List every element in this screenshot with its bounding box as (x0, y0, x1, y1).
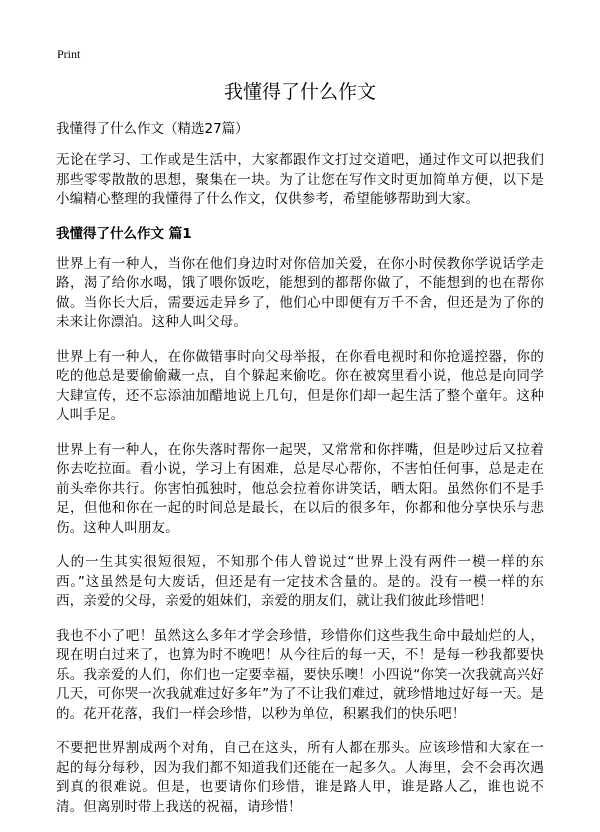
intro-paragraph: 无论在学习、工作或是生活中，大家都跟作文打过交道吧，通过作文可以把我们那些零零散散的思想，聚集在一块。为了让您在写作文时更加简单方便，以下是小编精心整理的我懂得了什么作文，仅供参考，希望能够帮助到大家。 (56, 152, 544, 207)
print-label[interactable]: Print (57, 47, 81, 61)
body-paragraph-3: 世界上有一种人，在你失落时帮你一起哭，又常常和你拌嘴，但是吵过后又拉着你去吃拉面。看小说，学习上有困难，总是尽心帮你，不害怕任何事，总是走在前头牵你共行。你害怕孤独时，他总会拉着你讲笑话，晒太阳。虽然你们不是手足，但他和你在一起的时间总是最长，在以后的很多年，你都和他分享快乐与悲伤。这种人叫朋友。 (56, 441, 544, 536)
body-paragraph-1: 世界上有一种人，当你在他们身边时对你倍加关爱，在你小时侯教你学说话学走路，渴了给你水喝，饿了喂你饭吃，能想到的都帮你做了，不能想到的也在帮你做。当你长大后，需要远走异乡了，他们心中即便有万千不舍，但还是为了你的未来让你漂泊。这种人叫父母。 (56, 255, 544, 330)
body-paragraph-2: 世界上有一种人，在你做错事时向父母举报，在你看电视时和你抢遥控器，你的吃的他总是要偷偷藏一点，自个躲起来偷吃。你在被窝里看小说，他总是向同学大肆宣传，还不忘添油加醋地说上几句，但是你们却一起生活了整个童年。这种人叫手足。 (56, 348, 544, 423)
body-paragraph-6: 不要把世界割成两个对角，自己在这头，所有人都在那头。应该珍惜和大家在一起的每分每秒，因为我们都不知道我们还能在一起多久。人海里，会不会再次遇到真的很难说。但是，也要请你们珍惜，谁是路人甲，谁是路人乙，谁也说不清。但离别时带上我送的祝福，请珍惜！ (56, 740, 544, 815)
article-subtitle: 我懂得了什么作文（精选27篇） (56, 121, 249, 137)
section-heading: 我懂得了什么作文 篇1 (56, 225, 192, 242)
article-body (56, 120, 544, 832)
page-title: 我懂得了什么作文 (223, 81, 376, 103)
body-paragraph-4: 人的一生其实很短很短，不知那个伟人曾说过“世界上没有两件一模一样的东西。”这虽然是句大废话，但还是有一定技术含量的。是的。没有一模一样的东西，亲爱的父母，亲爱的姐妹们，亲爱的朋友们，就让我们彼此珍惜吧！ (56, 554, 544, 609)
body-paragraph-5: 我也不小了吧！虽然这么多年才学会珍惜，珍惜你们这些我生命中最灿烂的人，现在明白过来了，也算为时不晚吧！从今往后的每一天，不！是每一秒我都要快乐。我亲爱的人们，你们也一定要幸福，要快乐噢！小四说“你笑一次我就高兴好几天，可你哭一次我就难过好多年”为了不让我们难过，就珍惜地过好每一天。是的。花开花落，我们一样会珍惜，以秒为单位，积累我们的快乐吧！ (56, 627, 544, 722)
